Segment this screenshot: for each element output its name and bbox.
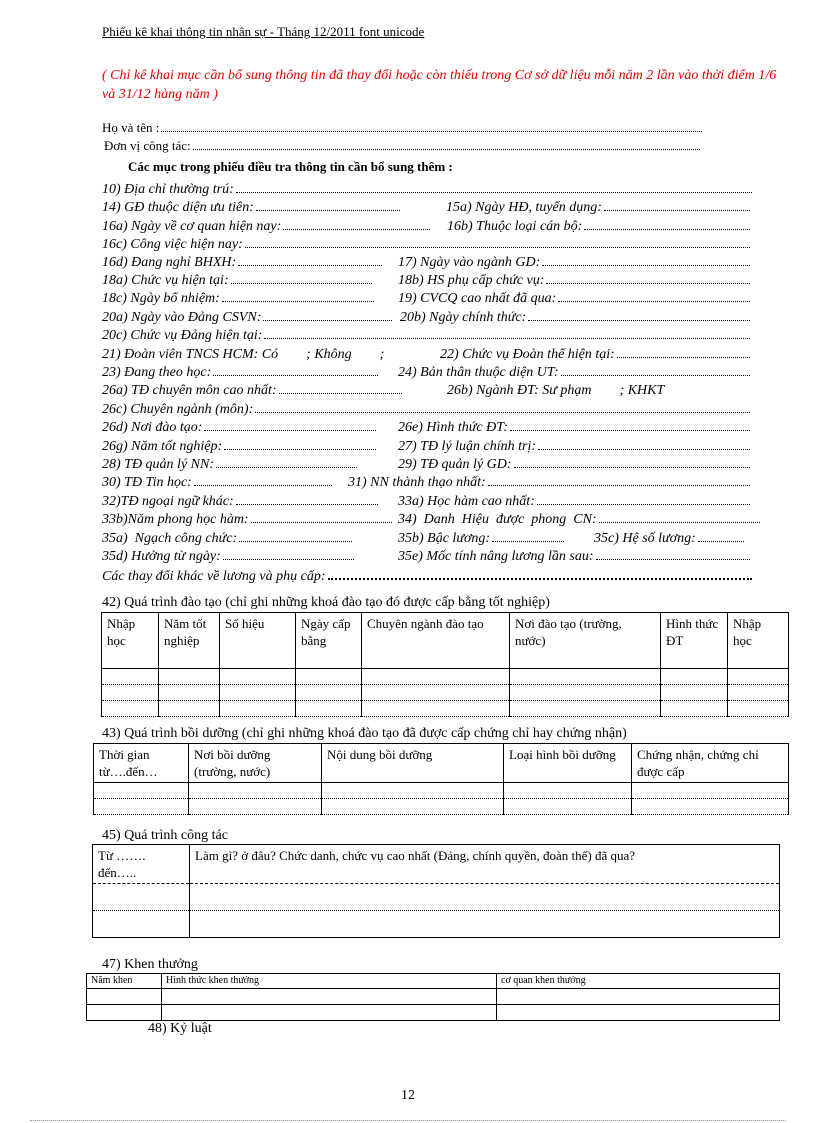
col-header: Nơi bồi dưỡng (trường, nước) [189, 744, 322, 783]
table-row[interactable] [102, 685, 789, 701]
field-31[interactable] [348, 475, 750, 491]
field-label: 26b) Ngành ĐT: Sư phạm ; KHKT [447, 383, 665, 398]
field-label: 35b) Bậc lương: [398, 531, 491, 546]
field-label: 18b) HS phụ cấp chức vụ: [398, 273, 545, 288]
field-26g[interactable] [102, 439, 376, 455]
field-label: 15a) Ngày HĐ, tuyển dụng: [446, 200, 602, 215]
col-header: Thời gian từ….đến… [94, 744, 189, 783]
field-35a[interactable] [102, 531, 352, 547]
field-16b[interactable] [447, 219, 750, 235]
field-18b[interactable] [398, 273, 750, 289]
name-field[interactable] [102, 120, 702, 136]
awards-table [86, 973, 780, 1021]
field-16c[interactable] [102, 237, 750, 253]
col-header: Chuyên ngành đào tạo [362, 613, 510, 669]
field-label: 19) CVCQ cao nhất đã qua: [398, 291, 557, 306]
col-header: Hình thức ĐT [661, 613, 728, 669]
unit-field[interactable] [104, 138, 700, 154]
field-33a[interactable] [398, 494, 750, 510]
table-row[interactable] [93, 884, 780, 911]
field-label: 26c) Chuyên ngành (môn): [102, 402, 254, 417]
field-label: 22) Chức vụ Đoàn thể hiện tại: [440, 347, 615, 362]
field-26c[interactable] [102, 402, 750, 418]
field-28[interactable] [102, 457, 357, 473]
field-33b[interactable] [102, 512, 392, 528]
page-number: 12 [401, 1088, 415, 1103]
table-header-row [94, 744, 789, 783]
unit-label: Đơn vị công tác: [104, 138, 191, 153]
field-label: 26g) Năm tốt nghiệp: [102, 439, 223, 454]
field-label: 26e) Hình thức ĐT: [398, 420, 508, 435]
field-19[interactable] [398, 291, 750, 307]
field-29[interactable] [398, 457, 750, 473]
table-header-row [93, 845, 780, 884]
col-header: cơ quan khen thưởng [497, 974, 780, 989]
field-14[interactable] [102, 200, 400, 216]
field-32[interactable] [102, 494, 378, 510]
table-header-row [87, 974, 780, 989]
field-label: 10) Địa chỉ thường trú: [102, 182, 234, 197]
footer-divider [30, 1120, 786, 1121]
field-24[interactable] [398, 365, 750, 381]
field-17[interactable] [398, 255, 750, 271]
field-label: 30) TĐ Tin học: [102, 475, 192, 490]
field-label: 26a) TĐ chuyên môn cao nhất: [102, 383, 277, 398]
field-35d[interactable] [102, 549, 354, 565]
col-header: Làm gì? ở đâu? Chức danh, chức vụ cao nhất (Đảng, chính quyền, đoàn thể) đã qua? [190, 845, 780, 884]
field-35c[interactable] [594, 531, 744, 547]
field-label: 23) Đang theo học: [102, 365, 212, 380]
field-label: 35c) Hệ số lương: [594, 531, 696, 546]
field-label: 20a) Ngày vào Đảng CSVN: [102, 310, 262, 325]
field-20a[interactable] [102, 310, 392, 326]
col-header: Năm tốt nghiệp [159, 613, 220, 669]
table-header-row [102, 613, 789, 669]
field-16d[interactable] [102, 255, 382, 271]
field-label: 17) Ngày vào ngành GD: [398, 255, 541, 270]
field-20b[interactable] [400, 310, 750, 326]
col-header: Nhập học [728, 613, 789, 669]
field-label: 33b)Năm phong học hàm: [102, 512, 249, 527]
col-header: Loại hình bồi dưỡng [504, 744, 632, 783]
field-label: 24) Bản thân thuộc diện UT: [398, 365, 559, 380]
field-label: 29) TĐ quản lý GD: [398, 457, 512, 472]
field-label: 16b) Thuộc loại cán bộ: [447, 219, 583, 234]
field-label: 26d) Nơi đào tạo: [102, 420, 203, 435]
instruction-note: ( Chỉ kê khai mục cần bổ sung thông tin đã thay đổi hoặc còn thiếu trong Cơ sở dữ liệu mỗi năm 2 lần vào thời điểm 1/6 và 31/12 hàng năm ) [102, 68, 777, 102]
field-label: 32)TĐ ngoại ngữ khác: [102, 494, 234, 509]
field-label: 35d) Hưởng từ ngày: [102, 549, 221, 564]
field-label: 14) GĐ thuộc diện ưu tiên: [102, 200, 254, 215]
col-header: Chứng nhận, chứng chỉ được cấp [632, 744, 789, 783]
field-label: 16a) Ngày về cơ quan hiện nay: [102, 219, 282, 234]
section-45-title: 45) Quá trình công tác [102, 828, 228, 843]
table-row[interactable] [102, 701, 789, 717]
table-row[interactable] [94, 799, 789, 815]
table-row[interactable] [102, 669, 789, 685]
field-23[interactable] [102, 365, 378, 381]
col-header: Năm khen [87, 974, 162, 989]
col-header: Số hiệu [220, 613, 296, 669]
field-label: 28) TĐ quản lý NN: [102, 457, 214, 472]
field-27[interactable] [398, 439, 750, 455]
field-label: 33a) Học hàm cao nhất: [398, 494, 535, 509]
field-35b[interactable] [398, 531, 564, 547]
field-10[interactable] [102, 182, 752, 198]
field-label: 27) TĐ lý luận chính trị: [398, 439, 537, 454]
col-header: Nơi đào tạo (trường, nước) [510, 613, 661, 669]
field-18a[interactable] [102, 273, 372, 289]
page-header: Phiếu kê khai thông tin nhân sự - Tháng 12/2011 font unicode [102, 24, 425, 39]
section-title: Các mục trong phiếu điều tra thông tin cần bổ sung thêm : [128, 159, 453, 174]
field-18c[interactable] [102, 291, 374, 307]
field-20c[interactable] [102, 328, 750, 344]
table-row[interactable] [93, 911, 780, 938]
field-30[interactable] [102, 475, 332, 491]
field-label: 31) NN thành thạo nhất: [348, 475, 486, 490]
field-21[interactable] [102, 347, 384, 363]
name-label: Họ và tên : [102, 120, 160, 135]
field-16a[interactable] [102, 219, 430, 235]
col-header: Hình thức khen thưởng [162, 974, 497, 989]
field-34[interactable] [398, 512, 760, 528]
field-26d[interactable] [102, 420, 376, 436]
field-label: 16c) Công việc hiện nay: [102, 237, 243, 252]
field-label: 20b) Ngày chính thức: [400, 310, 527, 325]
field-26e[interactable] [398, 420, 750, 436]
field-label: 35e) Mốc tính nâng lương lần sau: [398, 549, 594, 564]
col-header: Nhập học [102, 613, 159, 669]
col-header: Từ ……. đến….. [93, 845, 190, 884]
work-history-table [92, 844, 780, 938]
field-label: 18c) Ngày bổ nhiệm: [102, 291, 220, 306]
field-15a[interactable] [446, 200, 750, 216]
table-row[interactable] [87, 989, 780, 1005]
field-26a[interactable] [102, 383, 402, 399]
field-label: 16d) Đang nghỉ BHXH: [102, 255, 237, 270]
section-43-title: 43) Quá trình bồi dưỡng (chỉ ghi những khoá đào tạo đã được cấp chứng chỉ hay chứng nhận) [102, 726, 627, 741]
field-35e[interactable] [398, 549, 750, 565]
table-row[interactable] [94, 783, 789, 799]
training-table [101, 612, 789, 717]
col-header: Nội dung bồi dưỡng [322, 744, 504, 783]
section-47-title: 47) Khen thưởng [102, 957, 198, 972]
field-label: 35a) Ngạch công chức: [102, 531, 238, 546]
field-label: 34) Danh Hiệu được phong CN: [398, 512, 597, 527]
field-label: 21) Đoàn viên TNCS HCM: Có ; Không ; [102, 347, 385, 362]
section-48-title: 48) Kỷ luật [148, 1021, 212, 1036]
field-26b[interactable] [447, 383, 664, 399]
field-22[interactable] [440, 347, 750, 363]
field-label: Các thay đổi khác về lương và phụ cấp: [102, 569, 326, 584]
refresher-table [93, 743, 789, 815]
field-other-changes[interactable] [102, 568, 752, 585]
table-row[interactable] [87, 1005, 780, 1021]
section-42-title: 42) Quá trình đào tạo (chỉ ghi những khoá đào tạo đó được cấp bằng tốt nghiệp) [102, 595, 550, 610]
col-header: Ngày cấp bằng [296, 613, 362, 669]
field-label: 18a) Chức vụ hiện tại: [102, 273, 229, 288]
field-label: 20c) Chức vụ Đảng hiện tại: [102, 328, 263, 343]
